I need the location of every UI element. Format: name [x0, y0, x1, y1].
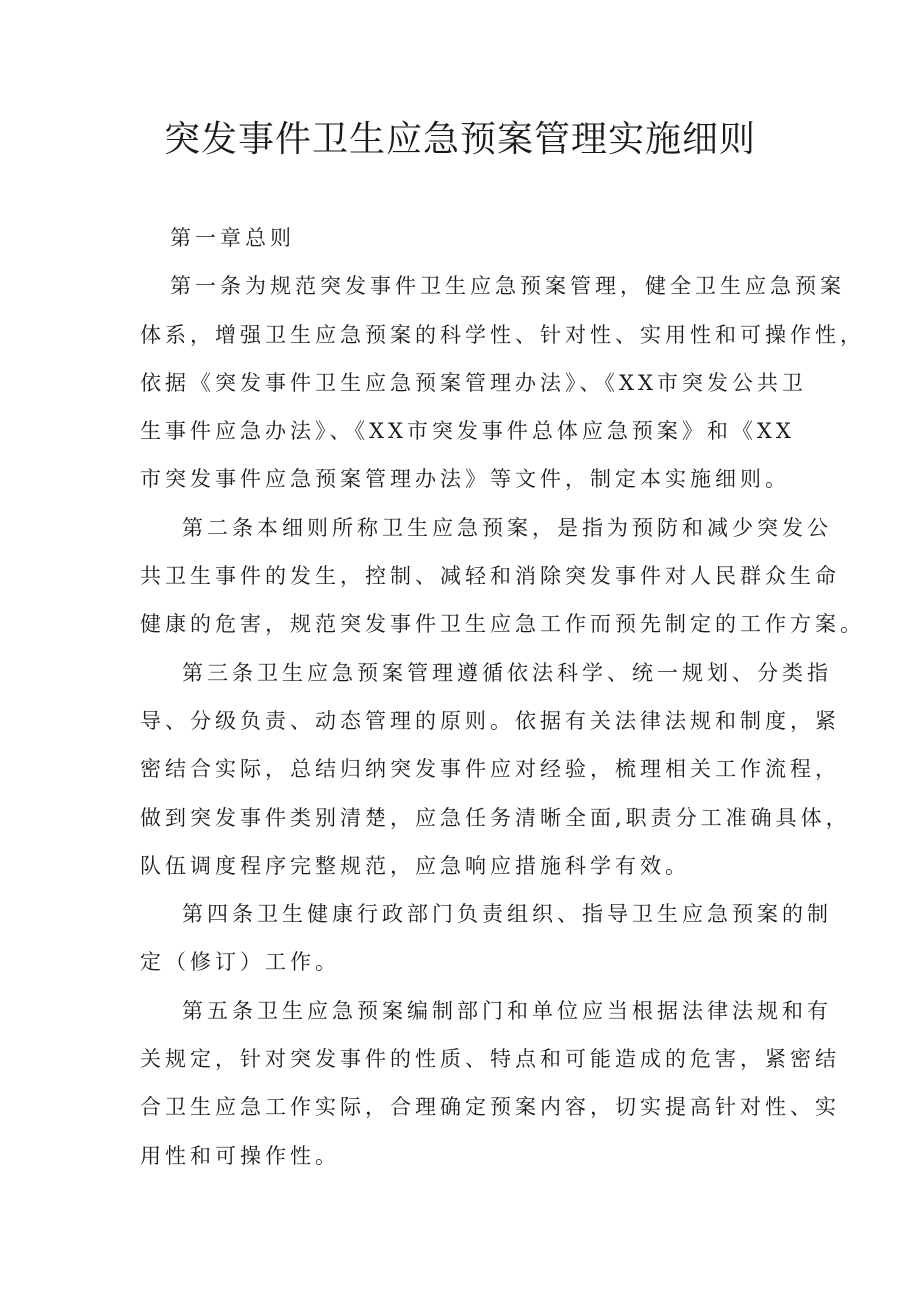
paragraph-line: 共卫生事件的发生，控制、减轻和消除突发事件对人民群众生命 [140, 564, 840, 589]
paragraph-line: 依据《突发事件卫生应急预案管理办法》、《XX市突发公共卫 [140, 370, 807, 395]
article-5 [140, 987, 840, 1180]
paragraph-line: 市突发事件应急预案管理办法》等文件，制定本实施细则。 [140, 467, 790, 492]
paragraph-line: 导、分级负责、动态管理的原则。依据有关法律法规和制度，紧 [140, 708, 840, 733]
paragraph-line: 健康的危害，规范突发事件卫生应急工作而预先制定的工作方案。 [140, 612, 865, 637]
paragraph-line: 第一条为规范突发事件卫生应急预案管理，健全卫生应急预案 [170, 274, 845, 299]
paragraph-line: 定（修订）工作。 [140, 950, 340, 975]
article-4 [140, 890, 832, 987]
paragraph-line: 密结合实际，总结归纳突发事件应对经验，梳理相关工作流程， [140, 757, 840, 782]
paragraph-line: 用性和可操作性。 [140, 1143, 340, 1168]
paragraph-line: 关规定，针对突发事件的性质、特点和可能造成的危害，紧密结 [140, 1047, 840, 1072]
paragraph-line: 第三条卫生应急预案管理遵循依法科学、统一规划、分类指 [182, 660, 832, 685]
paragraph-line: 体系，增强卫生应急预案的科学性、针对性、实用性和可操作性， [140, 322, 865, 347]
document-body [140, 214, 865, 1180]
article-3 [140, 649, 851, 890]
paragraph-line: 生事件应急办法》、《XX市突发事件总体应急预案》和《XX [140, 419, 795, 444]
chapter-heading: 第一章总则 [170, 226, 295, 250]
article-1 [140, 262, 865, 503]
document-title: 突发事件卫生应急预案管理实施细则 [163, 119, 756, 160]
paragraph-line: 合卫生应急工作实际，合理确定预案内容，切实提高针对性、实 [140, 1095, 840, 1120]
paragraph-line: 第四条卫生健康行政部门负责组织、指导卫生应急预案的制 [182, 902, 832, 927]
paragraph-line: 队伍调度程序完整规范，应急响应措施科学有效。 [140, 853, 690, 878]
paragraph-line: 做到突发事件类别清楚，应急任务清晰全面,职责分工准确具体， [140, 805, 851, 830]
paragraph-line: 第五条卫生应急预案编制部门和单位应当根据法律法规和有 [182, 998, 832, 1023]
paragraph-line: 第二条本细则所称卫生应急预案，是指为预防和减少突发公 [182, 515, 832, 540]
article-2 [140, 504, 865, 649]
